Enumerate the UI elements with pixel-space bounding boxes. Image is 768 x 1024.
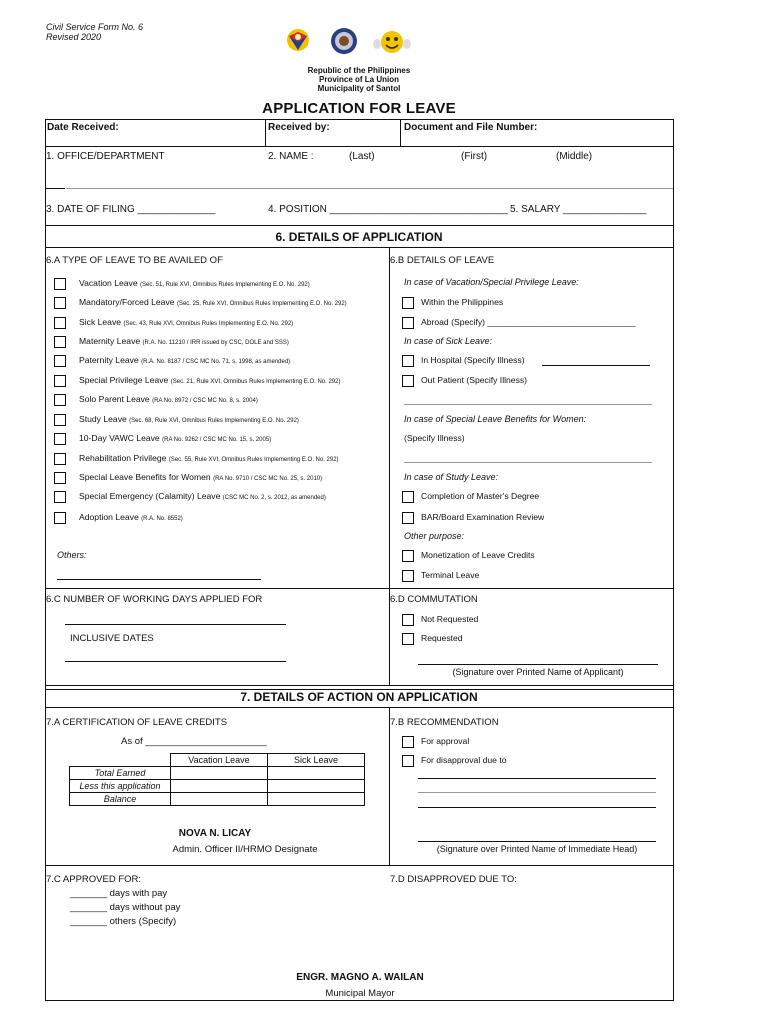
section-6a-title: 6.A TYPE OF LEAVE TO BE AVAILED OF	[46, 255, 223, 266]
terminal-leave-label: Terminal Leave	[421, 570, 480, 580]
leave-type-reference: (Sec. 51, Rule XVI, Omnibus Rules Implementing E.O. No. 292)	[140, 282, 310, 288]
cell[interactable]	[171, 780, 268, 793]
name-last: (Last)	[349, 151, 375, 162]
leave-type-checkbox[interactable]	[54, 375, 66, 387]
leave-type-name: Rehabilitation Privilege	[79, 453, 167, 463]
divider	[400, 119, 401, 146]
section-6d-title: 6.D COMMUTATION	[390, 594, 478, 605]
as-of-field[interactable]: As of _______________________	[121, 736, 267, 747]
form-title: APPLICATION FOR LEAVE	[262, 100, 456, 117]
leave-type-name: Paternity Leave	[79, 355, 139, 365]
for-approval-label: For approval	[421, 736, 470, 746]
section-6-title: 6. DETAILS OF APPLICATION	[275, 230, 443, 244]
leave-type-checkbox[interactable]	[54, 453, 66, 465]
leave-type-checkbox[interactable]	[54, 278, 66, 290]
position-field[interactable]: 4. POSITION ________________________________	[268, 204, 508, 215]
mayor-title: Municipal Mayor	[325, 988, 395, 999]
divider	[45, 247, 674, 248]
leave-type-checkbox[interactable]	[54, 433, 66, 445]
form-number: Civil Service Form No. 6 Revised 2020	[46, 22, 144, 42]
section-7c-title: 7.C APPROVED FOR:	[46, 874, 142, 885]
government-header: Republic of the Philippines Province of La Union Municipality of Santol	[307, 66, 411, 93]
section-6b-title: 6.B DETAILS OF LEAVE	[390, 255, 495, 266]
sick-head: In case of Sick Leave:	[404, 336, 493, 346]
leave-type-reference: (Sec. 68, Rule XVI, Omnibus Rules Implementing E.O. No. 292)	[129, 418, 299, 424]
frame-right	[673, 119, 674, 1001]
other-purpose-head: Other purpose:	[404, 531, 465, 541]
inclusive-dates-input[interactable]	[65, 661, 286, 662]
sick-leave-header: Sick Leave	[268, 754, 365, 767]
in-hospital-checkbox[interactable]	[402, 355, 414, 367]
others-specify-field[interactable]: _______ others (Specify)	[70, 916, 177, 927]
leave-type-name: Study Leave	[79, 414, 127, 424]
divider	[45, 225, 674, 226]
disapproval-reason-line[interactable]	[418, 807, 656, 808]
leave-type-name: 10-Day VAWC Leave	[79, 433, 160, 443]
leave-type-name: Sick Leave	[79, 317, 122, 327]
leave-type-label	[79, 512, 183, 522]
smiley-mascot	[373, 31, 411, 53]
disapproval-reason-line[interactable]	[418, 792, 656, 793]
head-signature-line[interactable]	[418, 841, 656, 842]
section-6c-title: 6.C NUMBER OF WORKING DAYS APPLIED FOR	[46, 594, 263, 605]
row-label: Total Earned	[70, 767, 171, 780]
section-7b-title: 7.B RECOMMENDATION	[390, 717, 499, 728]
out-patient-input[interactable]	[404, 404, 652, 405]
leave-type-checkbox[interactable]	[54, 355, 66, 367]
leave-type-reference: (Sec. 43, Rule XVI, Omnibus Rules Implementing E.O. No. 292)	[123, 321, 294, 327]
monetization-label: Monetization of Leave Credits	[421, 550, 535, 560]
others-input[interactable]	[57, 579, 261, 580]
municipal-seal	[331, 28, 357, 54]
row-label: Balance	[70, 793, 171, 806]
in-hospital-label: In Hospital (Specify Illness)	[421, 355, 525, 365]
government-logos	[284, 26, 424, 58]
masters-degree-checkbox[interactable]	[402, 491, 414, 503]
cell[interactable]	[268, 793, 365, 806]
divider	[45, 146, 674, 147]
head-signature-caption: (Signature over Printed Name of Immediate Head)	[436, 844, 638, 854]
leave-type-reference: (Sec. 55, Rule XVI, Omnibus Rules Implementing E.O. No. 292)	[168, 457, 339, 463]
name-label: 2. NAME :	[268, 151, 314, 162]
header-blank	[70, 754, 171, 767]
name-first: (First)	[461, 151, 488, 162]
leave-type-label	[79, 433, 271, 443]
cell[interactable]	[268, 767, 365, 780]
hrmo-officer-name: NOVA N. LICAY	[178, 828, 252, 839]
doc-file-number-label: Document and File Number:	[404, 122, 538, 133]
leave-type-label	[79, 472, 322, 482]
bar-board-label: BAR/Board Examination Review	[421, 512, 545, 522]
leave-type-name: Adoption Leave	[79, 512, 139, 522]
women-illness-input[interactable]	[404, 462, 652, 463]
leave-type-label	[79, 355, 290, 365]
table-row	[70, 767, 365, 780]
leave-type-reference: (R.A. No. 11210 / IRR issued by CSC, DOLE and SSS)	[142, 340, 289, 346]
leave-type-label	[79, 375, 340, 385]
leave-type-name: Special Privilege Leave	[79, 375, 169, 385]
leave-type-checkbox[interactable]	[54, 491, 66, 503]
leave-type-label	[79, 453, 339, 463]
divider	[45, 707, 674, 708]
leave-type-name: Vacation Leave	[79, 278, 138, 288]
for-approval-checkbox[interactable]	[402, 736, 414, 748]
date-received-label: Date Received:	[47, 122, 119, 133]
leave-type-reference: (Sec. 25, Rule XVI, Omnibus Rules Implementing E.O. No. 292)	[176, 301, 347, 307]
leave-type-checkbox[interactable]	[54, 336, 66, 348]
days-with-pay-field[interactable]: _______ days with pay	[70, 888, 168, 899]
leave-type-label	[79, 414, 299, 424]
leave-type-reference: (R.A. No. 8187 / CSC MC No. 71, s. 1998, as amended)	[141, 359, 291, 365]
applicant-signature-line[interactable]	[418, 664, 658, 665]
within-philippines-label: Within the Philippines	[421, 297, 504, 307]
leave-type-reference: (Sec. 21, Rule XVI, Omnibus Rules Implementing E.O. No. 292)	[170, 379, 341, 385]
divider	[265, 119, 266, 146]
leave-type-name: Solo Parent Leave	[79, 394, 150, 404]
name-middle: (Middle)	[556, 151, 593, 162]
vacation-leave-header: Vacation Leave	[171, 754, 268, 767]
divider	[45, 865, 674, 866]
leave-type-name: Special Emergency (Calamity) Leave	[79, 491, 221, 501]
for-disapproval-label: For disapproval due to	[421, 755, 507, 765]
hrmo-officer-title: Admin. Officer II/HRMO Designate	[172, 844, 318, 855]
divider	[45, 588, 674, 589]
cell[interactable]	[268, 780, 365, 793]
working-days-input[interactable]	[65, 624, 286, 625]
section-7d-title: 7.D DISAPPROVED DUE TO:	[390, 874, 517, 885]
monetization-checkbox[interactable]	[402, 550, 414, 562]
leave-type-label	[79, 297, 347, 307]
women-head: In case of Special Leave Benefits for Women:	[404, 414, 587, 424]
leave-type-checkbox[interactable]	[54, 472, 66, 484]
bagong-pilipinas-logo	[287, 29, 309, 51]
leave-type-label	[79, 317, 293, 327]
leave-type-checkbox[interactable]	[54, 512, 66, 524]
not-requested-label: Not Requested	[421, 614, 479, 624]
leave-type-reference: (RA No. 9262 / CSC MC No. 15, s. 2005)	[162, 437, 272, 443]
rule	[45, 188, 65, 189]
rule	[66, 188, 673, 189]
within-philippines-checkbox[interactable]	[402, 297, 414, 309]
leave-type-reference: (RA No. 8972 / CSC MC No. 8, s. 2004)	[152, 398, 258, 404]
leave-type-reference: (R.A. No. 8552)	[141, 516, 183, 522]
received-by-label: Received by:	[268, 122, 330, 133]
bar-board-checkbox[interactable]	[402, 512, 414, 524]
frame-top	[45, 119, 674, 120]
leave-type-reference: (RA No. 9710 / CSC MC No. 25, s. 2010)	[213, 476, 323, 482]
masters-degree-label: Completion of Master's Degree	[421, 491, 540, 501]
others-label: Others:	[57, 550, 87, 560]
terminal-leave-checkbox[interactable]	[402, 570, 414, 582]
section-7-title: 7. DETAILS OF ACTION ON APPLICATION	[240, 690, 478, 704]
in-hospital-input[interactable]	[542, 365, 650, 366]
leave-type-checkbox[interactable]	[54, 317, 66, 329]
out-patient-checkbox[interactable]	[402, 375, 414, 387]
leave-type-checkbox[interactable]	[54, 394, 66, 406]
table-header-row	[70, 754, 365, 767]
leave-type-label	[79, 336, 289, 346]
applicant-signature-caption: (Signature over Printed Name of Applicant)	[452, 667, 624, 677]
frame-left	[45, 119, 46, 1001]
date-of-filing-field[interactable]: 3. DATE OF FILING ______________	[46, 204, 216, 215]
study-head: In case of Study Leave:	[404, 472, 499, 482]
salary-field[interactable]: 5. SALARY _______________	[510, 204, 647, 215]
cell[interactable]	[171, 767, 268, 780]
leave-type-label	[79, 394, 258, 404]
leave-type-label	[79, 278, 310, 288]
divider	[389, 247, 390, 685]
table-row	[70, 780, 365, 793]
leave-type-name: Maternity Leave	[79, 336, 141, 346]
requested-checkbox[interactable]	[402, 633, 414, 645]
leave-type-name: Mandatory/Forced Leave	[79, 297, 175, 307]
for-disapproval-checkbox[interactable]	[402, 755, 414, 767]
abroad-checkbox[interactable]	[402, 317, 414, 329]
leave-type-reference: (CSC MC No. 2, s. 2012, as amended)	[222, 495, 326, 501]
days-without-pay-field[interactable]: _______ days without pay	[70, 902, 181, 913]
leave-type-checkbox[interactable]	[54, 297, 66, 309]
cell[interactable]	[171, 793, 268, 806]
leave-credits-table	[69, 753, 365, 806]
divider	[45, 685, 674, 686]
row-label: Less this application	[70, 780, 171, 793]
out-patient-label: Out Patient (Specify Illness)	[421, 375, 528, 385]
frame-bottom	[45, 1000, 674, 1001]
office-label: 1. OFFICE/DEPARTMENT	[46, 151, 165, 162]
requested-label: Requested	[421, 633, 463, 643]
table-row	[70, 793, 365, 806]
inclusive-dates-label: INCLUSIVE DATES	[70, 633, 154, 644]
section-7a-title: 7.A CERTIFICATION OF LEAVE CREDITS	[46, 717, 228, 728]
women-illness-label: (Specify Illness)	[404, 433, 465, 443]
abroad-label: Abroad (Specify) _______________________________	[421, 317, 636, 327]
not-requested-checkbox[interactable]	[402, 614, 414, 626]
leave-type-name: Special Leave Benefits for Women	[79, 472, 211, 482]
disapproval-reason-line[interactable]	[418, 778, 656, 779]
divider	[389, 707, 390, 865]
leave-type-checkbox[interactable]	[54, 414, 66, 426]
mayor-name: ENGR. MAGNO A. WAILAN	[296, 972, 424, 983]
vacation-head: In case of Vacation/Special Privilege Leave:	[404, 277, 579, 287]
leave-type-label	[79, 491, 326, 501]
